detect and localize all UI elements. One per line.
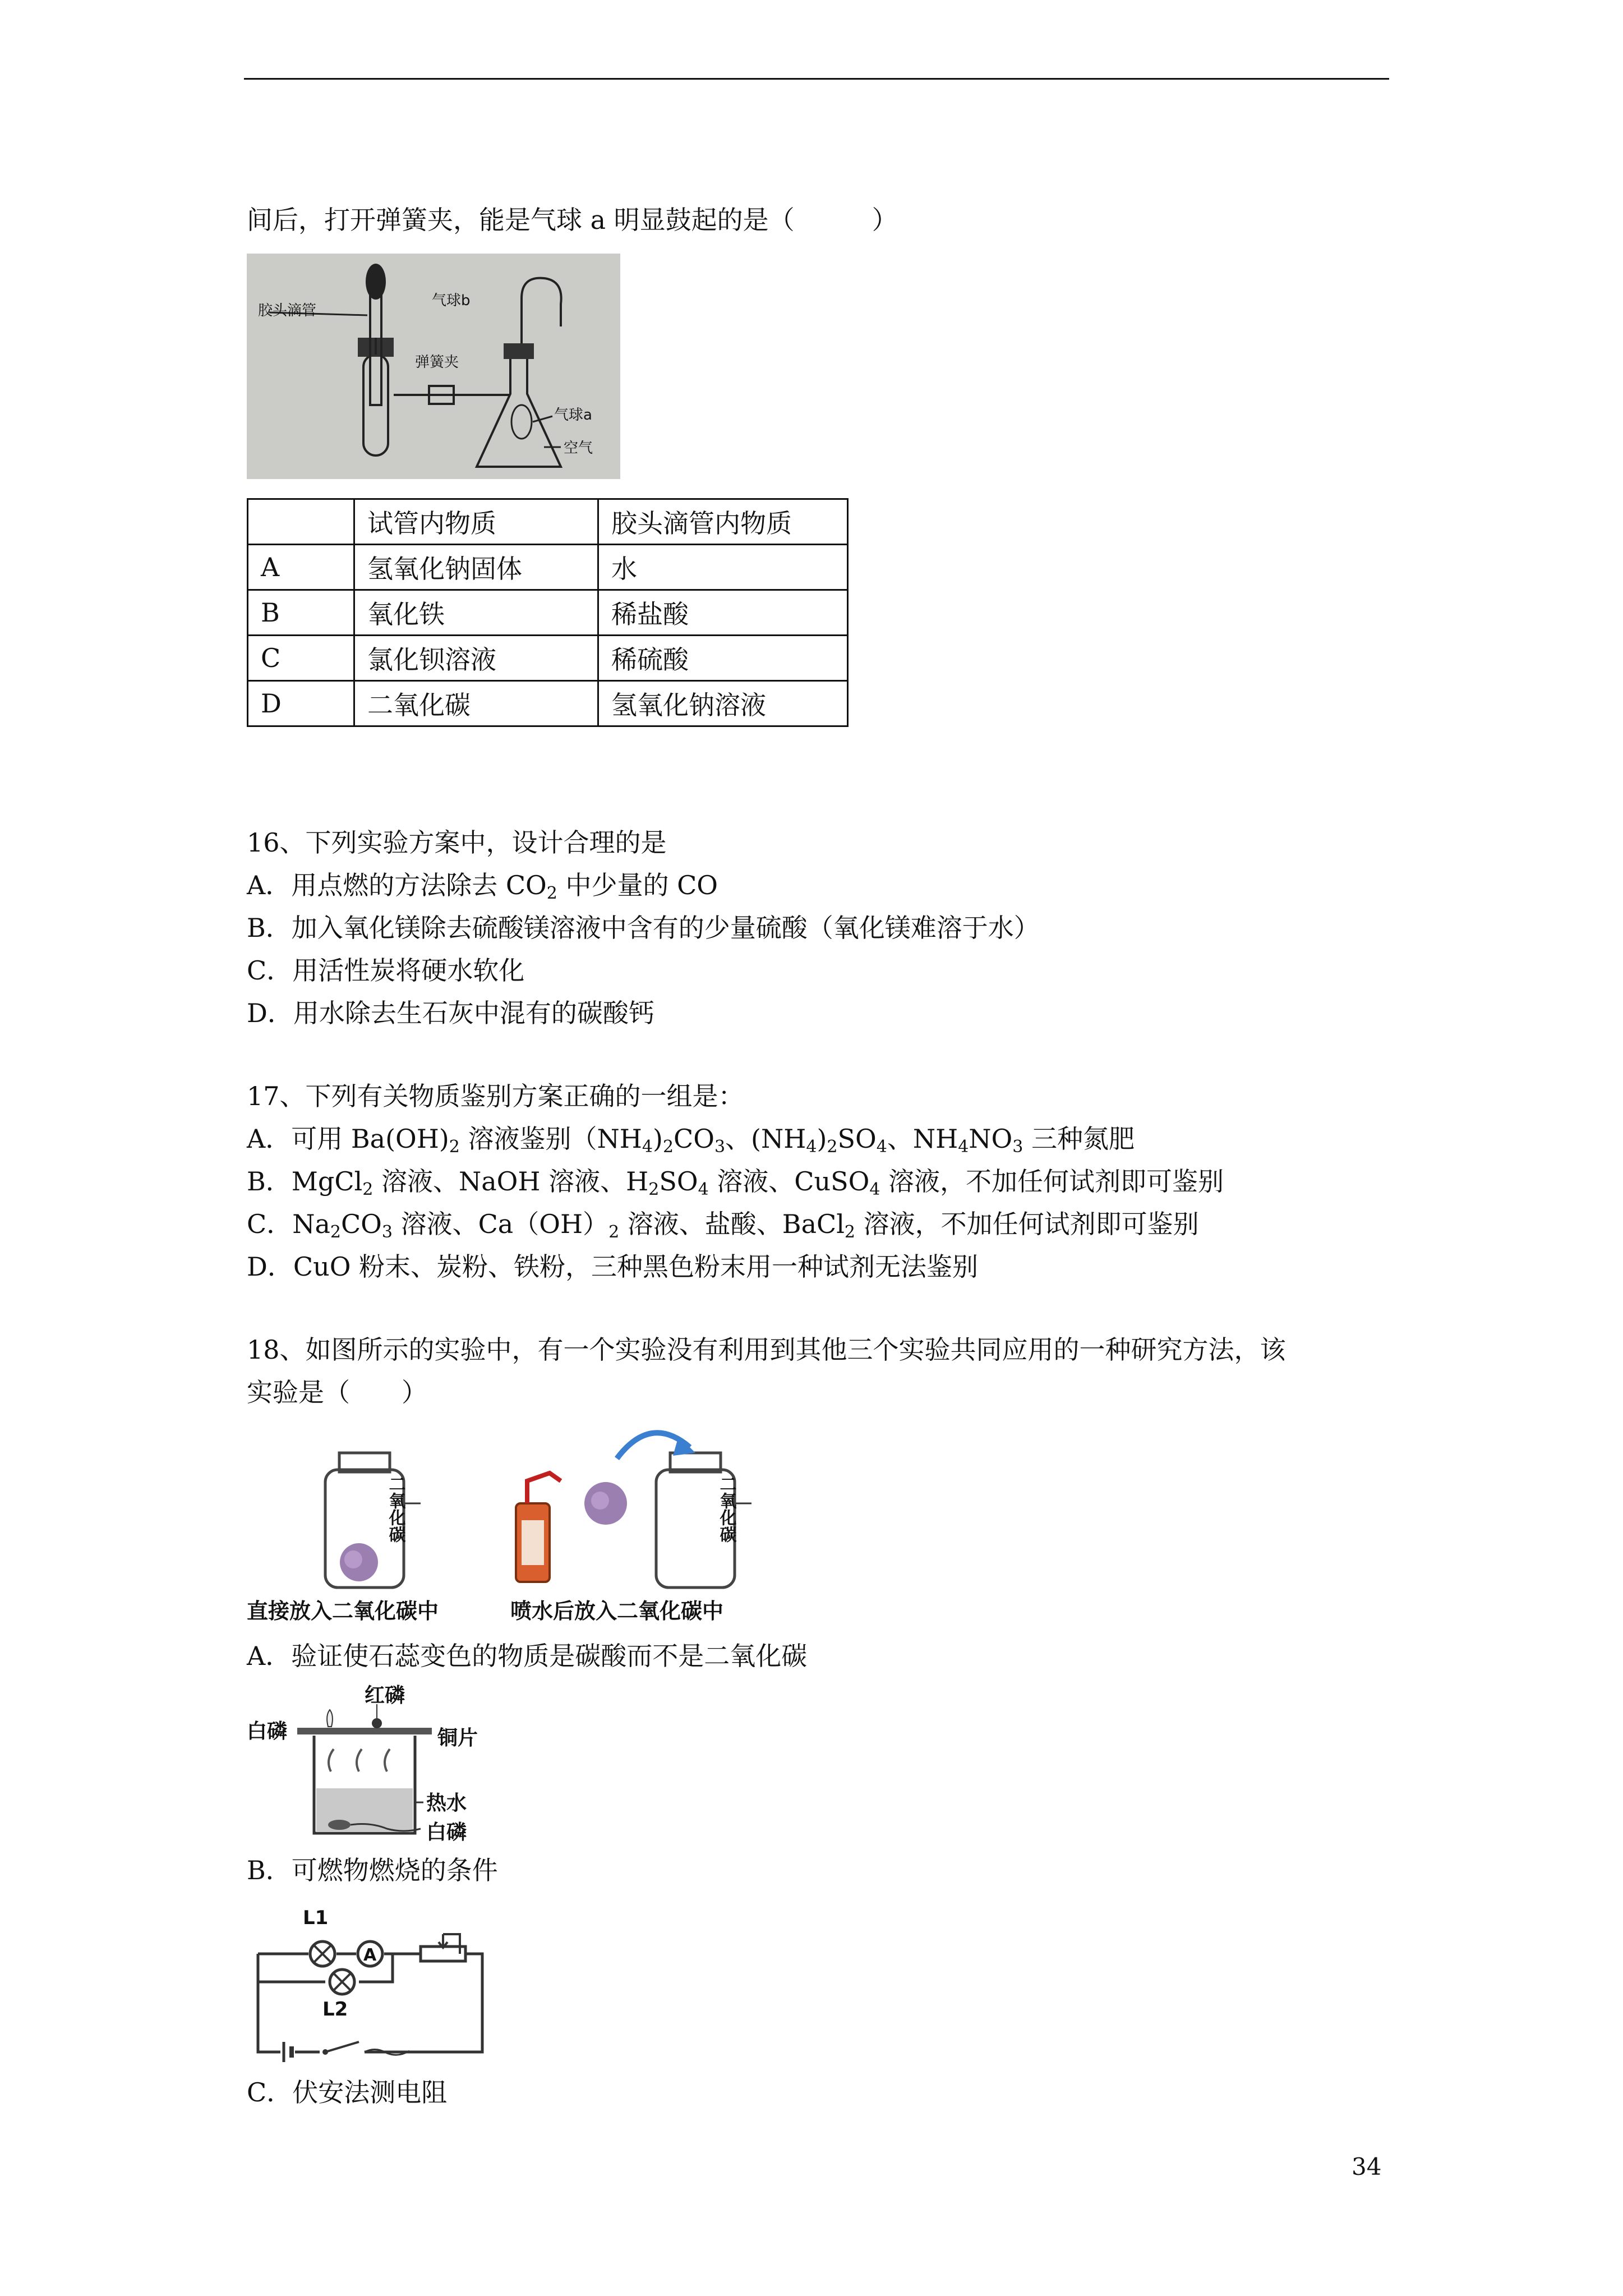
q18-option-b: B．可燃物燃烧的条件 xyxy=(247,1855,498,1885)
q15-stem: 间后，打开弹簧夹，能是气球 a 明显鼓起的是（ ） xyxy=(247,205,898,235)
table-cell: 稀盐酸 xyxy=(598,590,848,636)
page-number: 34 xyxy=(1352,2153,1382,2180)
balloon-b-label: 气球b xyxy=(432,292,471,309)
table-row xyxy=(248,590,848,636)
air-label: 空气 xyxy=(564,440,593,457)
table-row xyxy=(248,681,848,726)
q17-option-a: A．可用 $Ba(OH)_2$ 溶液鉴别$(NH_4)_2CO_3$、$(NH_4)_2SO_4$、$NH_4NO_3$ 三种氮肥 xyxy=(247,1124,1135,1157)
lamp-l2-label: L2 xyxy=(322,1998,348,2021)
table-cell: 氢氧化钠固体 xyxy=(354,545,598,590)
table-cell: 氢氧化钠溶液 xyxy=(598,681,848,726)
q18-figure-b xyxy=(247,1682,510,1844)
q16-option-d: D．用水除去生石灰中混有的碳酸钙 xyxy=(247,998,654,1028)
q15-options-table xyxy=(247,498,849,727)
lamp-l1-label: L1 xyxy=(303,1907,329,1929)
balloon-a-label: 气球a xyxy=(554,407,592,424)
table-header-cell: 胶头滴管内物质 xyxy=(598,499,848,545)
table-cell: 氧化铁 xyxy=(354,590,598,636)
q17-option-c: C．$Na_2CO_3$ 溶液、$Ca(OH)_2$ 溶液、盐酸、BaCl$_2$ 溶液，不加任何试剂即可鉴别 xyxy=(247,1209,1199,1242)
white-phosphorus-top-label: 白磷 xyxy=(247,1720,288,1743)
q17-option-b: B．MgCl$_2$ 溶液、NaOH 溶液、$H_2SO_4$ 溶液、CuSO$_4$ 溶液，不加任何试剂即可鉴别 xyxy=(247,1166,1224,1199)
table-header-cell xyxy=(248,499,354,545)
table-row xyxy=(248,636,848,681)
table-cell: D xyxy=(248,681,354,726)
q17-option-d: D．CuO 粉末、炭粉、铁粉，三种黑色粉末用一种试剂无法鉴别 xyxy=(247,1251,979,1282)
table-cell: 水 xyxy=(598,545,848,590)
jar-label-right: 二氧化碳 xyxy=(716,1475,736,1543)
red-phosphorus-label: 红磷 xyxy=(365,1684,405,1707)
q18-figure-c xyxy=(247,1901,505,2063)
q18-option-c: C．伏安法测电阻 xyxy=(247,2077,448,2108)
q18-option-a: A．验证使石蕊变色的物质是碳酸而不是二氧化碳 xyxy=(247,1641,808,1671)
table-cell: C xyxy=(248,636,354,681)
ammeter-icon: A xyxy=(363,1945,377,1965)
jar-label-left: 二氧化碳 xyxy=(385,1475,405,1543)
caption-direct: 直接放入二氧化碳中 xyxy=(247,1599,439,1623)
q15-apparatus-figure xyxy=(247,254,620,479)
hot-water-label: 热水 xyxy=(426,1792,467,1815)
caption-sprayed: 喷水后放入二氧化碳中 xyxy=(510,1599,724,1623)
table-cell: A xyxy=(248,545,354,590)
q18-stem-line2: 实验是（ ） xyxy=(247,1377,427,1407)
q18-stem-line1: 18、如图所示的实验中，有一个实验没有利用到其他三个实验共同应用的一种研究方法，该 xyxy=(247,1335,1286,1365)
table-cell: B xyxy=(248,590,354,636)
q16-stem: 16、下列实验方案中，设计合理的是 xyxy=(247,827,667,858)
header-rule xyxy=(244,78,1389,80)
clip-label: 弹簧夹 xyxy=(415,354,459,371)
table-header-cell: 试管内物质 xyxy=(354,499,598,545)
q16-option-a: A．用点燃的方法除去 $CO_2$ 中少量的 CO xyxy=(247,870,718,903)
dropper-label: 胶头滴管 xyxy=(258,302,317,319)
table-cell: 二氧化碳 xyxy=(354,681,598,726)
table-header-row xyxy=(248,499,848,545)
table-cell: 氯化钡溶液 xyxy=(354,636,598,681)
copper-sheet-label: 铜片 xyxy=(437,1727,478,1750)
q16-option-c: C．用活性炭将硬水软化 xyxy=(247,955,525,986)
white-phosphorus-bottom-label: 白磷 xyxy=(426,1821,467,1844)
q17-stem: 17、下列有关物质鉴别方案正确的一组是： xyxy=(247,1081,744,1111)
table-cell: 稀硫酸 xyxy=(598,636,848,681)
q16-option-b: B．加入氧化镁除去硫酸镁溶液中含有的少量硫酸（氧化镁难溶于水） xyxy=(247,913,1040,943)
q18-figure-a xyxy=(247,1419,785,1632)
table-row xyxy=(248,545,848,590)
